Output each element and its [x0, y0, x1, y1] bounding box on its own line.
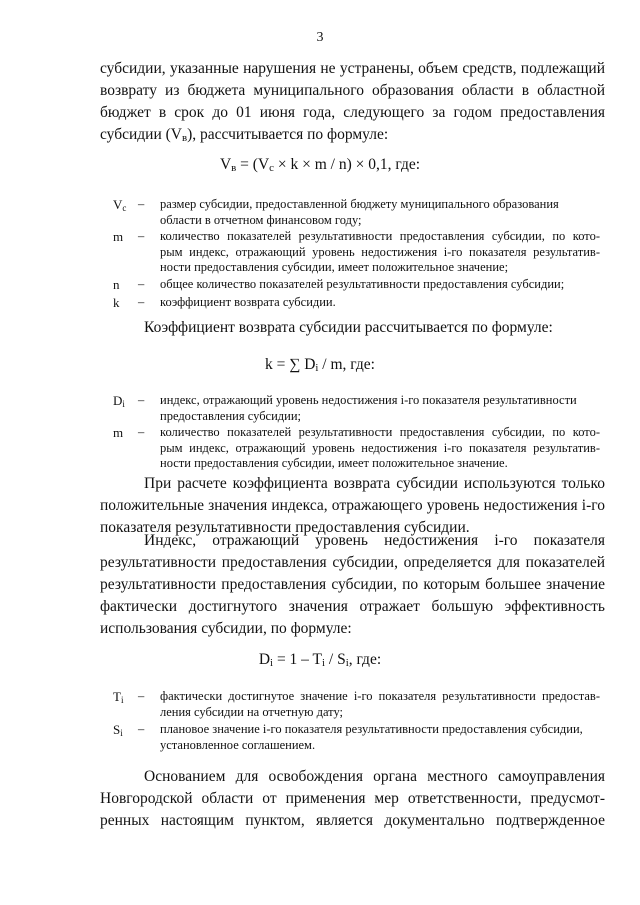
definition-text	[160, 722, 600, 753]
definition-line: ности предоставления субсидии, имеет положительное значение.	[160, 456, 508, 470]
paragraph-line: бюджет в срок до 01 июня года, следующего за годом предоставления	[100, 104, 605, 121]
paragraph-5	[100, 766, 605, 832]
paragraph-1	[100, 58, 605, 146]
definition-line: ления субсидии на отчетную дату;	[160, 704, 344, 719]
definition-line: ности предоставления субсидии, имеет положительное значение;	[160, 260, 509, 274]
paragraph-line: возврату из бюджета муниципального образования области в областной	[100, 82, 605, 99]
definition-dash: –	[138, 229, 145, 243]
definition-symbol: m	[113, 425, 124, 440]
definition-line: предоставления субсидии;	[160, 408, 302, 423]
definition-text	[160, 229, 600, 276]
paragraph-line: положительные значения индекса, отражающего уровень недостижения i-го	[100, 497, 605, 514]
definition-symbol: n	[113, 277, 120, 292]
definition-symbol: $V_с$	[113, 197, 127, 213]
definition-text	[160, 425, 600, 472]
definition-text	[160, 689, 600, 720]
definition-line: рым индекс, отражающий уровень недостижения i-го показателя результатив-	[160, 244, 600, 259]
definition-line: индекс, отражающий уровень недостижения i-го показателя результативности	[160, 393, 577, 407]
definition-symbol: m	[113, 229, 124, 244]
definition-line: количество показателей результативности предоставления субсидии, по кото-	[160, 229, 600, 243]
paragraph-line: фактически достигнутого значения отражает большую эффективность	[100, 598, 605, 615]
definition-line: общее количество показателей результативности предоставления субсидии;	[160, 277, 565, 291]
definition-symbol: $T_i$	[113, 689, 124, 705]
definition-dash: –	[138, 425, 145, 439]
formula-3: $D_i = 1 - T_i / S_i$, где:	[258, 651, 382, 669]
definition-symbol: $S_i$	[113, 722, 123, 738]
definition-line: рым индекс, отражающий уровень недостижения i-го показателя результатив-	[160, 440, 600, 455]
definition-line: фактически достигнутое значение i-го показателя результативности предостав-	[160, 689, 600, 703]
paragraph-2: Коэффициент возврата субсидии рассчитывается по формуле:	[144, 319, 553, 336]
definition-line: установленное соглашением.	[160, 737, 316, 752]
paragraph-line: Индекс, отражающий уровень недостижения i-го показателя	[144, 532, 605, 549]
paragraph-line: субсидии $(V_в)$, рассчитывается по формуле:	[100, 126, 389, 144]
definition-line: количество показателей результативности предоставления субсидии, по кото-	[160, 425, 600, 439]
definition-line: коэффициент возврата субсидии.	[160, 295, 336, 309]
definition-dash: –	[138, 277, 145, 291]
definition-line: размер субсидии, предоставленной бюджету муниципального образования	[160, 197, 559, 211]
definition-dash: –	[138, 197, 145, 211]
definition-text	[160, 295, 600, 311]
formula-2: k = ∑ $D_i$ / m, где:	[265, 356, 375, 374]
paragraph-line: Новгородской области от применения мер ответственности, предусмот-	[100, 790, 605, 807]
definition-text	[160, 197, 600, 228]
paragraph-line: результативности предоставления субсидии, определяется для показателей	[100, 554, 605, 571]
definition-dash: –	[138, 295, 145, 309]
page-number: 3	[316, 30, 324, 45]
paragraph-line: использования субсидии, по формуле:	[100, 620, 352, 637]
definition-line: плановое значение i-го показателя результативности предоставления субсидии,	[160, 722, 583, 736]
definition-symbol: $D_i$	[113, 393, 125, 409]
formula-1: $V_в = (V_с \times k \times m / n) \times 0,1$, где:	[219, 156, 421, 174]
paragraph-line: При расчете коэффициента возврата субсидии используются только	[144, 475, 605, 492]
paragraph-line: результативности предоставления субсидии, по которым большее значение	[100, 576, 605, 593]
definition-text	[160, 393, 600, 424]
paragraph-line: показателя результативности предоставления субсидии.	[100, 519, 470, 536]
definition-text	[160, 277, 600, 293]
paragraph-line: Основанием для освобождения органа местного самоуправления	[144, 768, 605, 785]
definition-dash: –	[138, 722, 145, 736]
definition-symbol: k	[113, 295, 120, 310]
definition-dash: –	[138, 689, 145, 703]
definition-dash: –	[138, 393, 145, 407]
paragraph-line: субсидии, указанные нарушения не устранены, объем средств, подлежащий	[100, 60, 605, 77]
definition-line: области в отчетном финансовом году;	[160, 212, 362, 227]
paragraph-line: ренных настоящим пунктом, является документально подтвержденное	[100, 812, 605, 829]
paragraph-4	[100, 530, 605, 640]
